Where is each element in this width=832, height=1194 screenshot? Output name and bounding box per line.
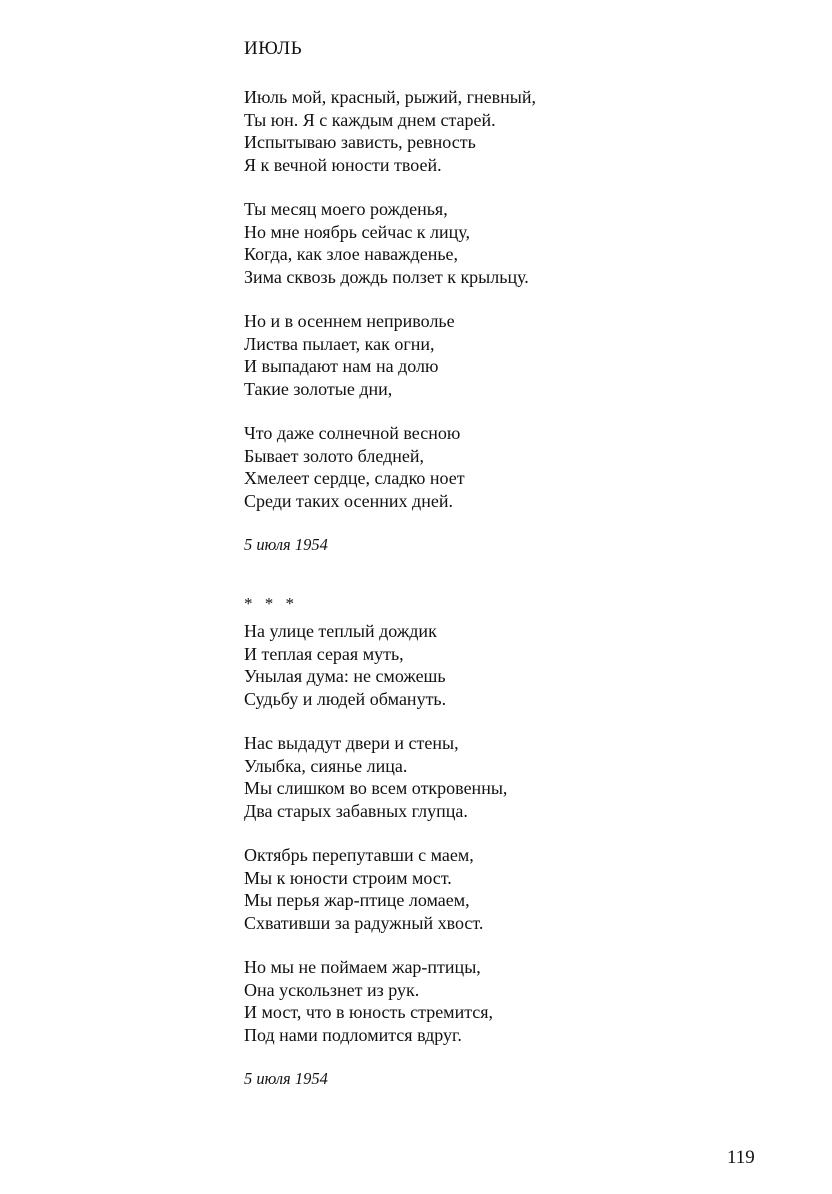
verse-line: Я к вечной юности твоей. — [244, 154, 442, 175]
poem-date: 5 июля 1954 — [244, 1069, 328, 1088]
verse-line: Два старых забавных глупца. — [244, 800, 468, 821]
verse-line: И мост, что в юность стремится, — [244, 1002, 494, 1022]
verse-line: Октябрь перепутавши с маем, — [244, 845, 474, 865]
verse-line: Мы перья жар-птице ломаем, — [244, 890, 470, 910]
stanza-4 — [244, 422, 784, 512]
verse-line: Унылая дума: не сможешь — [244, 666, 446, 686]
verse-line: Судьбу и людей обмануть. — [244, 688, 447, 709]
stanza-1 — [244, 620, 784, 710]
verse-line: Мы к юности строим мост. — [244, 867, 452, 888]
poem-untitled — [244, 594, 784, 1090]
verse-line: Среди таких осенних дней. — [244, 490, 453, 511]
verse-line: Ты месяц моего рожденья, — [244, 199, 448, 219]
verse-line: Ты юн. Я с каждым днем старей. — [244, 109, 496, 130]
verse-line: Под нами подломится вдруг. — [244, 1024, 462, 1045]
verse-line: Такие золотые дни, — [244, 378, 393, 399]
verse-line: Бывает золото бледней, — [244, 445, 425, 466]
stanza-3 — [244, 844, 784, 934]
verse-line: Схвативши за радужный хвост. — [244, 912, 484, 933]
verse-line: Но и в осеннем неприволье — [244, 311, 455, 331]
verse-line: Что даже солнечной весною — [244, 423, 461, 443]
asterism-separator: * * * — [244, 594, 298, 613]
verse-line: Июль мой, красный, рыжий, гневный, — [244, 87, 536, 107]
verse-line: Когда, как злое наважденье, — [244, 244, 459, 264]
poem-date: 5 июля 1954 — [244, 535, 328, 554]
verse-line: Улыбка, сиянье лица. — [244, 755, 408, 776]
verse-line: Испытываю зависть, ревность — [244, 132, 476, 152]
verse-line: Но мы не поймаем жар-птицы, — [244, 957, 481, 977]
verse-line: На улице теплый дождик — [244, 621, 437, 641]
poem-title: ИЮЛЬ — [244, 38, 303, 59]
page-number: 119 — [727, 1147, 755, 1168]
verse-line: Она ускользнет из рук. — [244, 979, 420, 1000]
stanza-2 — [244, 732, 784, 822]
verse-line: И теплая серая муть, — [244, 643, 404, 664]
stanza-3 — [244, 310, 784, 400]
stanza-1 — [244, 86, 784, 176]
stanza-4 — [244, 956, 784, 1046]
verse-line: И выпадают нам на долю — [244, 356, 439, 376]
verse-line: Нас выдадут двери и стены, — [244, 733, 459, 753]
verse-line: Но мне ноябрь сейчас к лицу, — [244, 221, 471, 242]
verse-line: Листва пылает, как огни, — [244, 333, 435, 354]
verse-line: Зима сквозь дождь ползет к крыльцу. — [244, 266, 529, 287]
verse-line: Хмелеет сердце, сладко ноет — [244, 468, 465, 488]
verse-line: Мы слишком во всем откровенны, — [244, 778, 508, 798]
stanza-2 — [244, 198, 784, 288]
poem-july — [244, 38, 784, 556]
